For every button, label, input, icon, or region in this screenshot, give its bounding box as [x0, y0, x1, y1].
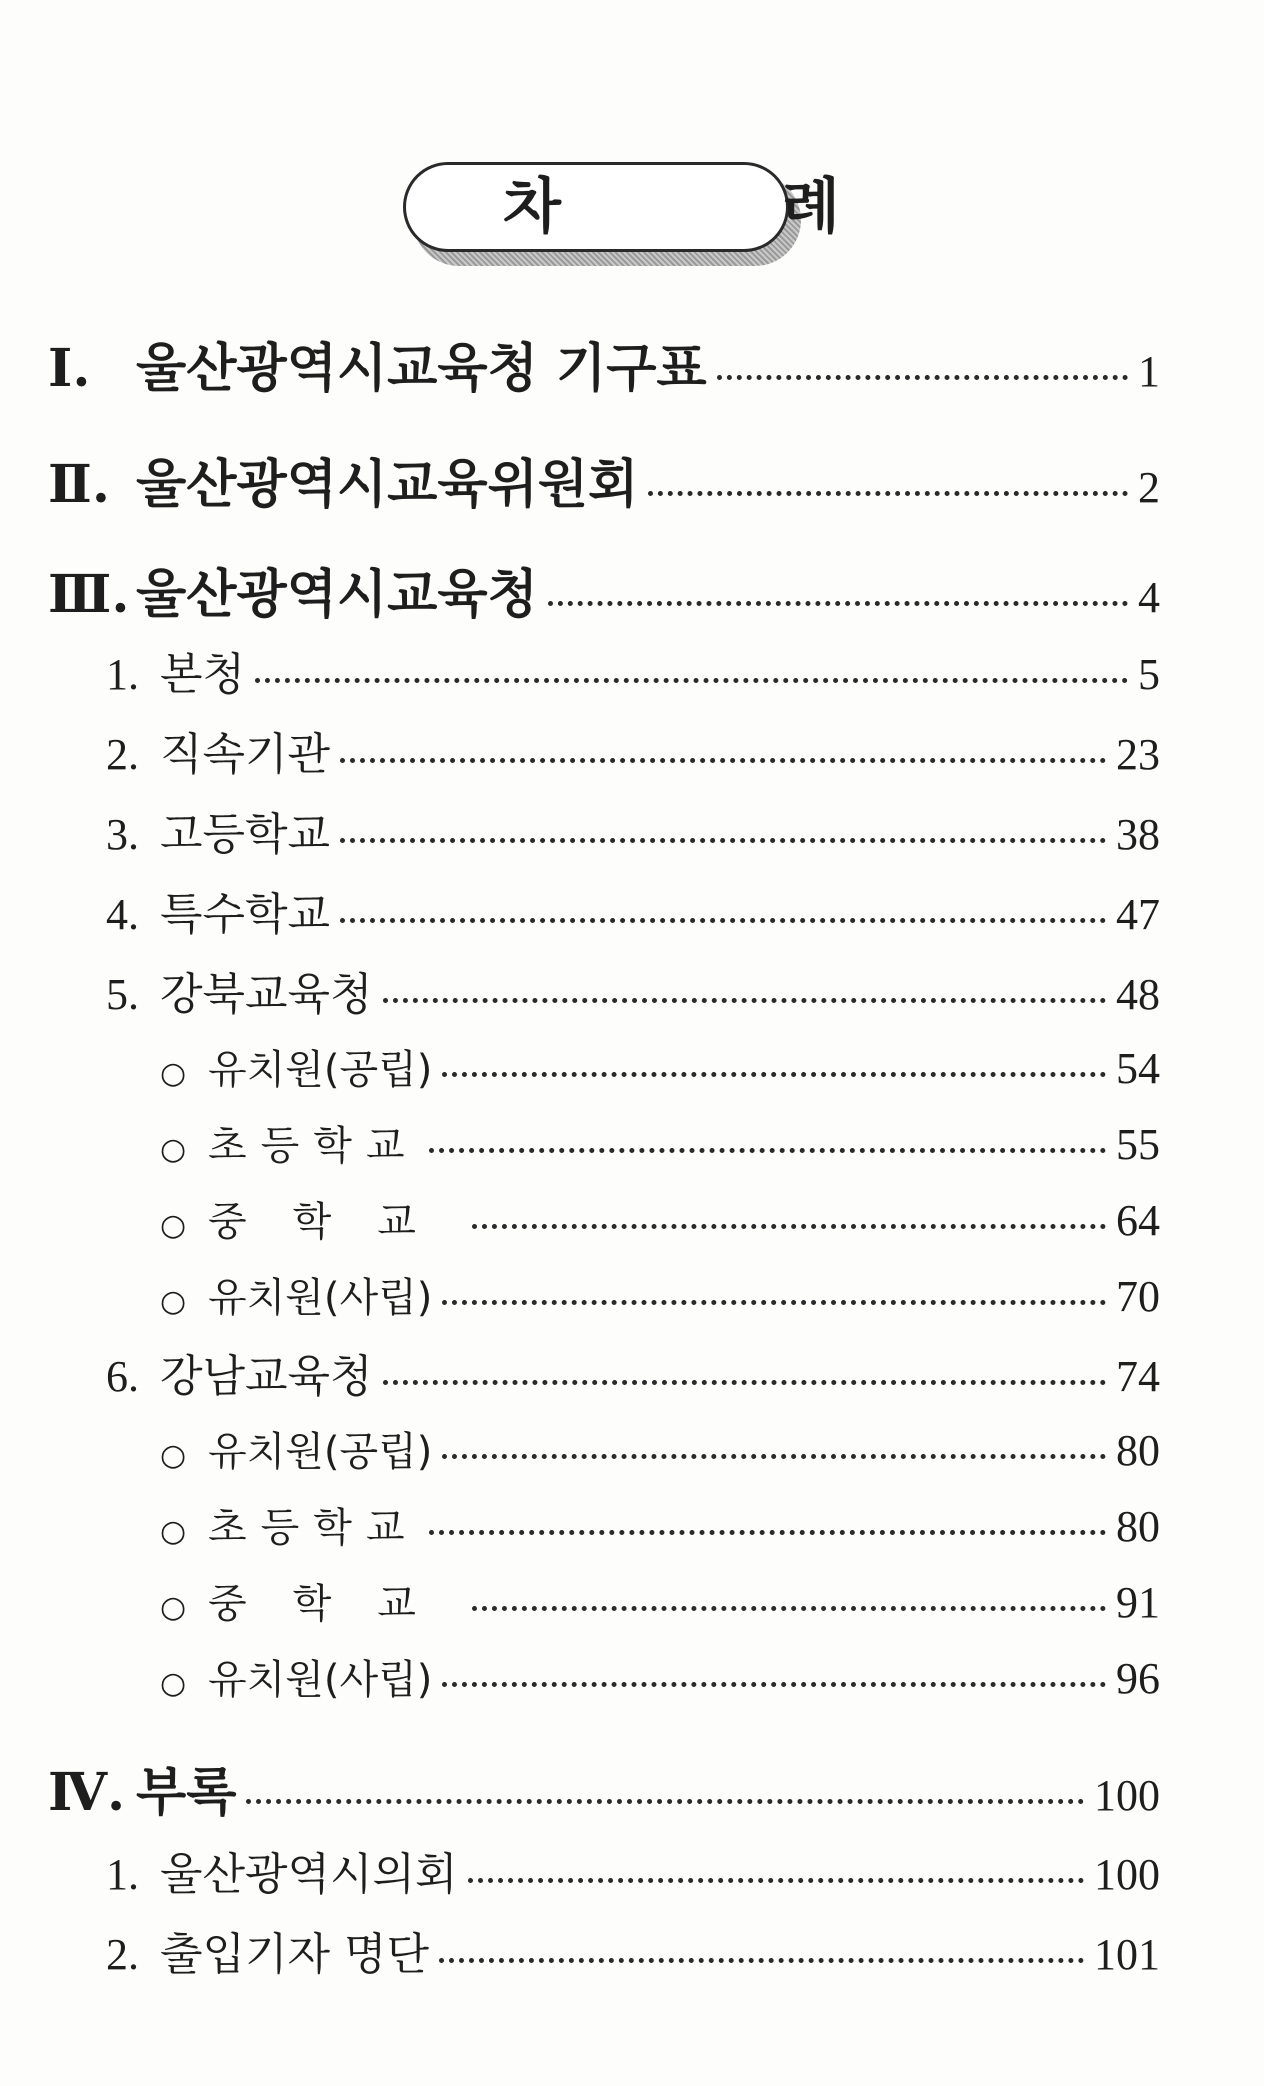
toc-entry-page: 96: [1116, 1654, 1160, 1703]
toc-entry-number: 3.: [106, 810, 139, 859]
dot-leader: [442, 1300, 1106, 1305]
toc-entry-page: 80: [1116, 1426, 1160, 1475]
dot-leader: [472, 1606, 1106, 1611]
dot-leader: [442, 1072, 1106, 1077]
dot-leader: [340, 918, 1106, 923]
toc-subentry: [160, 1648, 1160, 1705]
dot-leader: [383, 998, 1106, 1003]
toc-entry-page: 38: [1116, 810, 1160, 859]
toc-entry-page: 23: [1116, 730, 1160, 779]
toc-entry-page: 80: [1116, 1502, 1160, 1551]
toc-entry-label: 유치원(사립): [208, 1275, 433, 1321]
toc-entry-label: 중학교: [208, 1199, 462, 1245]
toc-entry-label: 유치원(사립): [208, 1657, 433, 1703]
toc-entry-label: 울산광역시교육청 기구표: [136, 338, 707, 399]
toc-entry-number: 1.: [106, 650, 139, 699]
toc-entry-label: 초등학교: [208, 1123, 419, 1169]
toc-entry-number: Ⅳ.: [48, 1762, 126, 1823]
toc-entry: [48, 442, 1160, 517]
toc-entry-number: 6.: [106, 1352, 139, 1401]
toc-entry-label: 울산광역시교육위원회: [136, 454, 639, 515]
toc-entry-number: 5.: [106, 970, 139, 1019]
toc-entry-page: 91: [1116, 1578, 1160, 1627]
bullet-icon: ○: [160, 1666, 187, 1701]
toc-entry-label: 중학교: [208, 1581, 462, 1627]
toc-entry-page: 47: [1116, 890, 1160, 939]
toc-entry: [106, 1918, 1160, 1982]
bullet-icon: ○: [160, 1132, 187, 1167]
toc-entry-number: Ⅰ.: [48, 338, 91, 399]
toc-entry-page: 100: [1094, 1850, 1160, 1899]
toc-entry-number: 2.: [106, 730, 139, 779]
toc-entry-number: Ⅲ.: [48, 564, 130, 625]
toc-entry: [106, 1838, 1160, 1902]
dot-leader: [548, 601, 1128, 606]
toc-entry-label: 부록: [136, 1762, 237, 1823]
toc-entry-page: 101: [1094, 1930, 1160, 1979]
dot-leader: [340, 838, 1106, 843]
dot-leader: [255, 678, 1128, 683]
dot-leader: [468, 1878, 1084, 1883]
toc-entry-page: 70: [1116, 1272, 1160, 1321]
dot-leader: [246, 1799, 1084, 1804]
toc-subentry: [160, 1190, 1160, 1247]
toc-entry-label: 강북교육청: [160, 969, 373, 1020]
dot-leader: [340, 758, 1106, 763]
toc-entry-page: 54: [1116, 1044, 1160, 1093]
dot-leader: [442, 1454, 1106, 1459]
dot-leader: [439, 1958, 1084, 1963]
title-capsule: [403, 162, 940, 268]
dot-leader: [429, 1530, 1106, 1535]
toc-entry-page: 55: [1116, 1120, 1160, 1169]
bullet-icon: ○: [160, 1590, 187, 1625]
dot-leader: [429, 1148, 1106, 1153]
toc-entry-label: 본청: [160, 649, 246, 700]
toc-entry: [106, 958, 1160, 1022]
toc-entry-page: 48: [1116, 970, 1160, 1019]
toc-entry-label: 초등학교: [208, 1505, 419, 1551]
toc-entry: [106, 638, 1160, 702]
toc-entry-label: 직속기관: [160, 729, 331, 780]
toc-entry: [106, 718, 1160, 782]
toc-entry: [106, 1340, 1160, 1404]
bullet-icon: ○: [160, 1438, 187, 1473]
toc-entry-page: 2: [1138, 463, 1160, 512]
dot-leader: [472, 1224, 1106, 1229]
toc-entry: [48, 552, 1160, 627]
toc-entry-page: 1: [1138, 347, 1160, 396]
toc-entry: [48, 1750, 1160, 1825]
toc-entry-label: 울산광역시의회: [160, 1849, 458, 1900]
toc-entry: [106, 798, 1160, 862]
toc-entry-label: 유치원(공립): [208, 1047, 433, 1093]
toc-entry-label: 울산광역시교육청: [136, 564, 538, 625]
bullet-icon: ○: [160, 1514, 187, 1549]
dot-leader: [442, 1682, 1106, 1687]
toc-subentry: [160, 1420, 1160, 1477]
page-title: 차 례: [503, 172, 940, 242]
toc-subentry: [160, 1496, 1160, 1553]
toc-entry-number: 2.: [106, 1930, 139, 1979]
bullet-icon: ○: [160, 1056, 187, 1091]
toc-entry-number: Ⅱ.: [48, 454, 110, 515]
toc-entry-page: 74: [1116, 1352, 1160, 1401]
toc-entry-label: 강남교육청: [160, 1351, 373, 1402]
toc-entry-page: 64: [1116, 1196, 1160, 1245]
dot-leader: [717, 375, 1128, 380]
toc-entry-label: 고등학교: [160, 809, 331, 860]
bullet-icon: ○: [160, 1284, 187, 1319]
toc-entry-number: 4.: [106, 890, 139, 939]
toc-entry-page: 4: [1138, 573, 1160, 622]
toc-entry-page: 5: [1138, 650, 1160, 699]
toc-entry: [106, 878, 1160, 942]
toc-subentry: [160, 1038, 1160, 1095]
toc-entry-page: 100: [1094, 1771, 1160, 1820]
toc-subentry: [160, 1114, 1160, 1171]
toc-entry-label: 특수학교: [160, 889, 331, 940]
toc-entry: [48, 326, 1160, 401]
dot-leader: [383, 1380, 1106, 1385]
bullet-icon: ○: [160, 1208, 187, 1243]
toc-entry-label: 유치원(공립): [208, 1429, 433, 1475]
toc-subentry: [160, 1572, 1160, 1629]
dot-leader: [648, 491, 1128, 496]
toc-entry-label: 출입기자 명단: [160, 1929, 430, 1980]
toc-subentry: [160, 1266, 1160, 1323]
toc-entry-number: 1.: [106, 1850, 139, 1899]
